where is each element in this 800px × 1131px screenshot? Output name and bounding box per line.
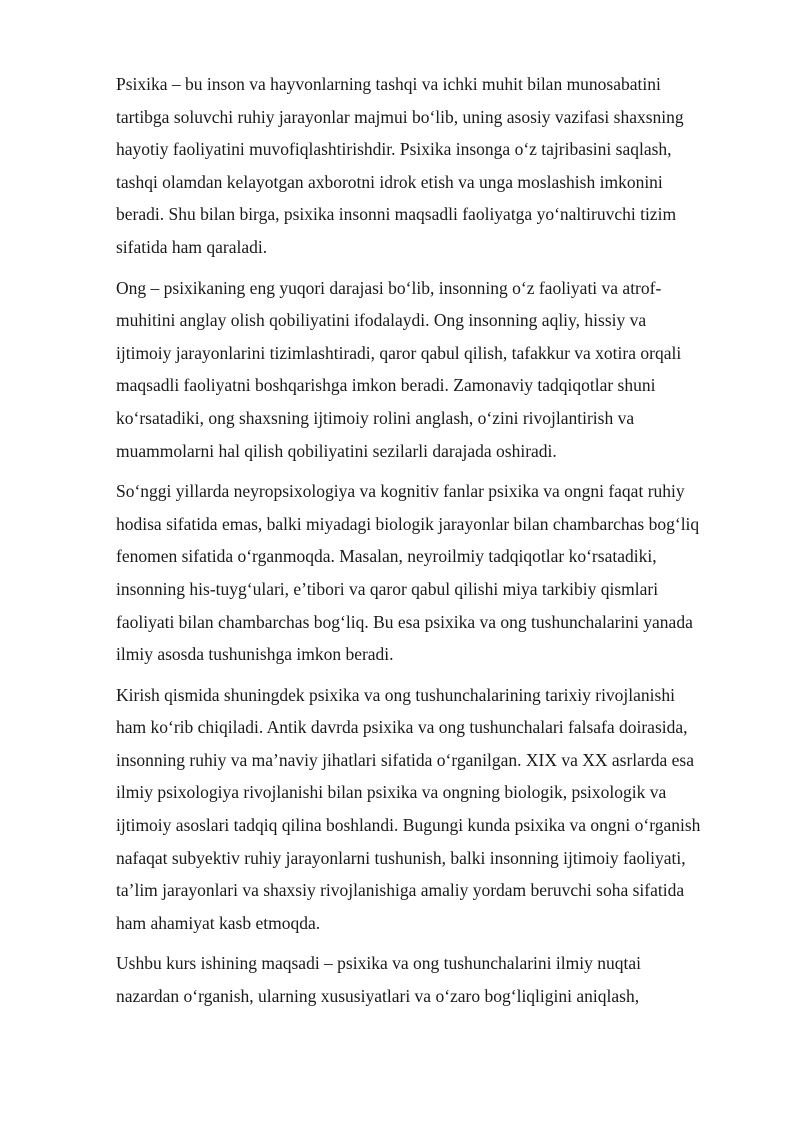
text-line: ko‘rsatadiki, ong shaxsning ijtimoiy rolini anglash, o‘zini rivojlantirish va <box>116 407 635 428</box>
text-line: Kirish qismida shuningdek psixika va ong tushunchalarining tarixiy rivojlanishi <box>116 684 675 705</box>
text-line: ham ahamiyat kasb etmoqda. <box>116 912 321 933</box>
text-line: Ong – psixikaning eng yuqori darajasi bo‘lib, insonning o‘z faoliyati va atrof- <box>116 277 662 298</box>
text-line: tartibga soluvchi ruhiy jarayonlar majmui bo‘lib, uning asosiy vazifasi shaxsning <box>116 106 684 127</box>
text-line: beradi. Shu bilan birga, psixika insonni maqsadli faoliyatga yo‘naltiruvchi tizim <box>116 204 677 225</box>
paragraph-neuropsychology <box>116 475 756 671</box>
paragraph-course-goal <box>116 947 756 1012</box>
paragraph-ong-definition <box>116 272 756 468</box>
text-line: ilmiy psixologiya rivojlanishi bilan psixika va ongning biologik, psixologik va <box>116 782 667 803</box>
text-line: ilmiy asosda tushunishga imkon beradi. <box>116 644 394 665</box>
text-line: Psixika – bu inson va hayvonlarning tashqi va ichki muhit bilan munosabatini <box>116 74 661 94</box>
text-line: ham ko‘rib chiqiladi. Antik davrda psixika va ong tushunchalari falsafa doirasida, <box>116 717 688 738</box>
paragraph-history <box>116 679 756 940</box>
text-line: hayotiy faoliyatini muvofiqlashtirishdir. Psixika insonga o‘z tajribasini saqlash, <box>116 139 672 160</box>
text-line: ijtimoiy asoslari tadqiq qilina boshlandi. Bugungi kunda psixika va ongni o‘rganish <box>116 815 701 836</box>
text-line: muammolarni hal qilish qobiliyatini sezilarli darajada oshiradi. <box>116 440 557 461</box>
text-line: maqsadli faoliyatni boshqarishga imkon beradi. Zamonaviy tadqiqotlar shuni <box>116 375 656 396</box>
document-body <box>116 68 756 1021</box>
text-line: faoliyati bilan chambarchas bog‘liq. Bu esa psixika va ong tushunchalarini yanada <box>116 611 693 632</box>
text-line: tashqi olamdan kelayotgan axborotni idrok etish va unga moslashish imkonini <box>116 171 663 192</box>
text-line: ijtimoiy jarayonlarini tizimlashtiradi, qaror qabul qilish, tafakkur va xotira orqali <box>116 342 682 363</box>
text-line: Ushbu kurs ishining maqsadi – psixika va ong tushunchalarini ilmiy nuqtai <box>116 953 641 974</box>
paragraph-psixika-definition <box>116 68 756 264</box>
text-line: muhitini anglay olish qobiliyatini ifodalaydi. Ong insonning aqliy, hissiy va <box>116 310 647 331</box>
text-line: sifatida ham qaraladi. <box>116 236 268 257</box>
text-line: nazardan o‘rganish, ularning xususiyatlari va o‘zaro bog‘liqligini aniqlash, <box>116 986 640 1007</box>
text-line: nafaqat subyektiv ruhiy jarayonlarni tushunish, balki insonning ijtimoiy faoliyati, <box>116 847 686 868</box>
text-line: fenomen sifatida o‘rganmoqda. Masalan, neyroilmiy tadqiqotlar ko‘rsatadiki, <box>116 546 657 567</box>
text-line: hodisa sifatida emas, balki miyadagi biologik jarayonlar bilan chambarchas bog‘liq <box>116 513 700 534</box>
text-line: insonning ruhiy va ma’naviy jihatlari sifatida o‘rganilgan. XIX va XX asrlarda esa <box>116 749 694 770</box>
text-line: insonning his-tuyg‘ulari, e’tibori va qaror qabul qilishi miya tarkibiy qismlari <box>116 578 659 599</box>
text-line: So‘nggi yillarda neyropsixologiya va kognitiv fanlar psixika va ongni faqat ruhiy <box>116 481 685 502</box>
text-line: ta’lim jarayonlari va shaxsiy rivojlanishiga amaliy yordam beruvchi soha sifatida <box>116 880 685 901</box>
